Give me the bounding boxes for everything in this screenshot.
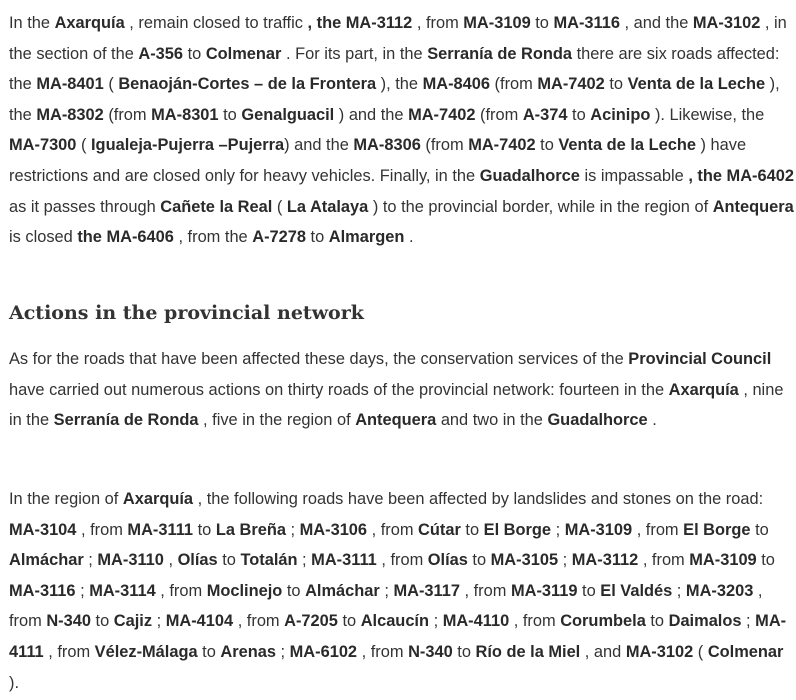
bold-term: MA-3116	[9, 581, 76, 600]
bold-term: Almáchar	[9, 551, 84, 570]
paragraph-road-closures: In the Axarquía , remain closed to traffic , the MA-3112 , from MA-3109 to MA-3116 , and the MA-3102 , in the section of the A-356 to Colmenar . For its part, in the Serranía de Ronda there are six roads affected: the MA-8401 ( Benaoján-Cortes – de la Frontera ), the MA-8406 (from MA-7402 to Venta de la Leche ), the MA-8302 (from MA-8301 to Genalguacil ) and the MA-7402 (from A-374 to Acinipo ). Likewise, the MA-7300 ( Igualeja-Pujerra –Pujerra) and the MA-8306 (from MA-7402 to Venta de la Leche ) have restrictions and are closed only for heavy vehicles. Finally, in the Guadalhorce is impassable , the MA-6402 as it passes through Cañete la Real ( La Atalaya ) to the provincial border, while in the region of Antequera is closed the MA-6406 , from the A-7278 to Almargen .	[9, 14, 794, 247]
bold-term: MA-3119	[510, 581, 578, 600]
bold-term: MA-4104	[165, 612, 234, 631]
bold-term: La Atalaya	[286, 197, 369, 216]
bold-term: MA-3102	[692, 14, 761, 32]
bold-term: Genalguacil	[241, 105, 335, 124]
bold-term: MA-3102	[625, 642, 694, 661]
bold-term: Almargen	[328, 228, 405, 247]
bold-term: MA-8302	[36, 105, 104, 124]
bold-term: MA-3112	[571, 551, 639, 570]
bold-term: MA-3106	[299, 520, 368, 539]
bold-term: MA-3109	[689, 551, 757, 570]
bold-term: La Breña	[215, 520, 286, 539]
bold-term: MA-3114	[89, 581, 156, 600]
bold-term: A-374	[522, 105, 568, 124]
bold-term: Daimalos	[668, 612, 742, 631]
bold-term: A-7205	[284, 612, 338, 631]
bold-term: MA-3203	[685, 581, 754, 600]
bold-term: MA-8406	[422, 75, 490, 94]
paragraph-axarquia-roads: In the region of Axarquía , the following roads have been affected by landslides and stones on the road: MA-3104 , from MA-3111 to La Breña ; MA-3106 , from Cútar to El Borge ; MA-3109 , from El Borge to Almáchar ; MA-3110 , Olías to Totalán ; MA-3111 , from Olías to MA-3105 ; MA-3112 , from MA-3109 to MA-3116 ; MA-3114 , from Moclinejo to Almáchar ; MA-3117 , from MA-3119 to El Valdés ; MA-3203 , from N-340 to Cajiz ; MA-4104 , from A-7205 to Alcaucín ; MA-4110 , from Corumbela to Daimalos ; MA-4111 , from Vélez-Málaga to Arenas ; MA-6102 , from N-340 to Río de la Miel , and MA-3102 ( Colmenar ).	[9, 490, 787, 692]
bold-term: Guadalhorce	[479, 166, 580, 185]
bold-term: MA-3105	[490, 551, 559, 570]
bold-term: Olías	[427, 551, 468, 570]
bold-term: MA-3111	[127, 520, 194, 539]
bold-term: Vélez-Málaga	[94, 642, 198, 661]
bold-term: , the MA-6402	[688, 166, 794, 185]
bold-term: El Borge	[683, 520, 751, 539]
bold-term: MA-8306	[353, 136, 421, 155]
bold-term: Cútar	[418, 520, 461, 539]
bold-term: MA-7402	[537, 75, 605, 94]
bold-term: Antequera	[355, 411, 437, 430]
bold-term: Corumbela	[560, 612, 646, 631]
bold-term: Guadalhorce	[547, 411, 648, 430]
bold-term: MA-3110	[97, 551, 164, 570]
bold-term: Río de la Miel	[475, 642, 581, 661]
bold-term: Axarquía	[668, 380, 739, 399]
section-heading: Actions in the provincial network	[9, 302, 364, 324]
bold-term: Igualeja-Pujerra –Pujerra	[91, 136, 285, 155]
bold-term: Colmenar	[205, 44, 282, 63]
bold-term: Moclinejo	[206, 581, 283, 600]
bold-term: Almáchar	[305, 581, 380, 600]
bold-term: the MA-6406	[77, 228, 174, 247]
bold-term: A-356	[138, 44, 184, 63]
bold-term: MA-3104	[9, 520, 77, 539]
paragraph-provincial-actions: As for the roads that have been affected these days, the conservation services of the Provincial Council have carried out numerous actions on thirty roads of the provincial network: fourteen in the Axarquía , nine in the Serranía de Ronda , five in the region of Antequera and two in the Guadalhorce .	[9, 350, 784, 430]
bold-term: MA-3111	[311, 551, 377, 570]
bold-term: Axarquía	[54, 14, 125, 32]
bold-term: MA-7402	[468, 136, 536, 155]
bold-term: MA-8301	[151, 105, 219, 124]
bold-term: MA-4111	[9, 612, 787, 661]
bold-term: Venta de la Leche	[558, 136, 696, 155]
bold-term: MA-4110	[442, 612, 510, 631]
bold-term: MA-3117	[393, 581, 460, 600]
bold-term: , the MA-3112	[307, 14, 413, 32]
bold-term: Cañete la Real	[160, 197, 273, 216]
bold-term: Venta de la Leche	[627, 75, 766, 94]
bold-term: MA-3116	[553, 14, 620, 32]
bold-term: Alcaucín	[360, 612, 430, 631]
bold-term: Totalán	[240, 551, 298, 570]
bold-term: El Valdés	[600, 581, 673, 600]
bold-term: Colmenar	[707, 642, 784, 661]
bold-term: Acinipo	[590, 105, 651, 124]
bold-term: Arenas	[220, 642, 276, 661]
bold-term: N-340	[46, 612, 91, 631]
bold-term: El Borge	[483, 520, 552, 539]
bold-term: Axarquía	[122, 490, 194, 508]
bold-term: Serranía de Ronda	[427, 44, 573, 63]
bold-term: MA-8401	[36, 75, 104, 94]
bold-term: N-340	[408, 642, 453, 661]
bold-term: Olías	[177, 551, 218, 570]
bold-term: Provincial Council	[628, 350, 772, 368]
bold-term: MA-3109	[564, 520, 633, 539]
bold-term: Antequera	[712, 197, 794, 216]
bold-term: Serranía de Ronda	[53, 411, 199, 430]
bold-term: MA-3109	[463, 14, 531, 32]
bold-term: A-7278	[252, 228, 306, 247]
bold-term: MA-7402	[408, 105, 476, 124]
bold-term: MA-7300	[9, 136, 77, 155]
bold-term: MA-6102	[289, 642, 358, 661]
bold-term: Benaoján-Cortes – de la Frontera	[118, 75, 377, 94]
bold-term: Cajiz	[113, 612, 153, 631]
